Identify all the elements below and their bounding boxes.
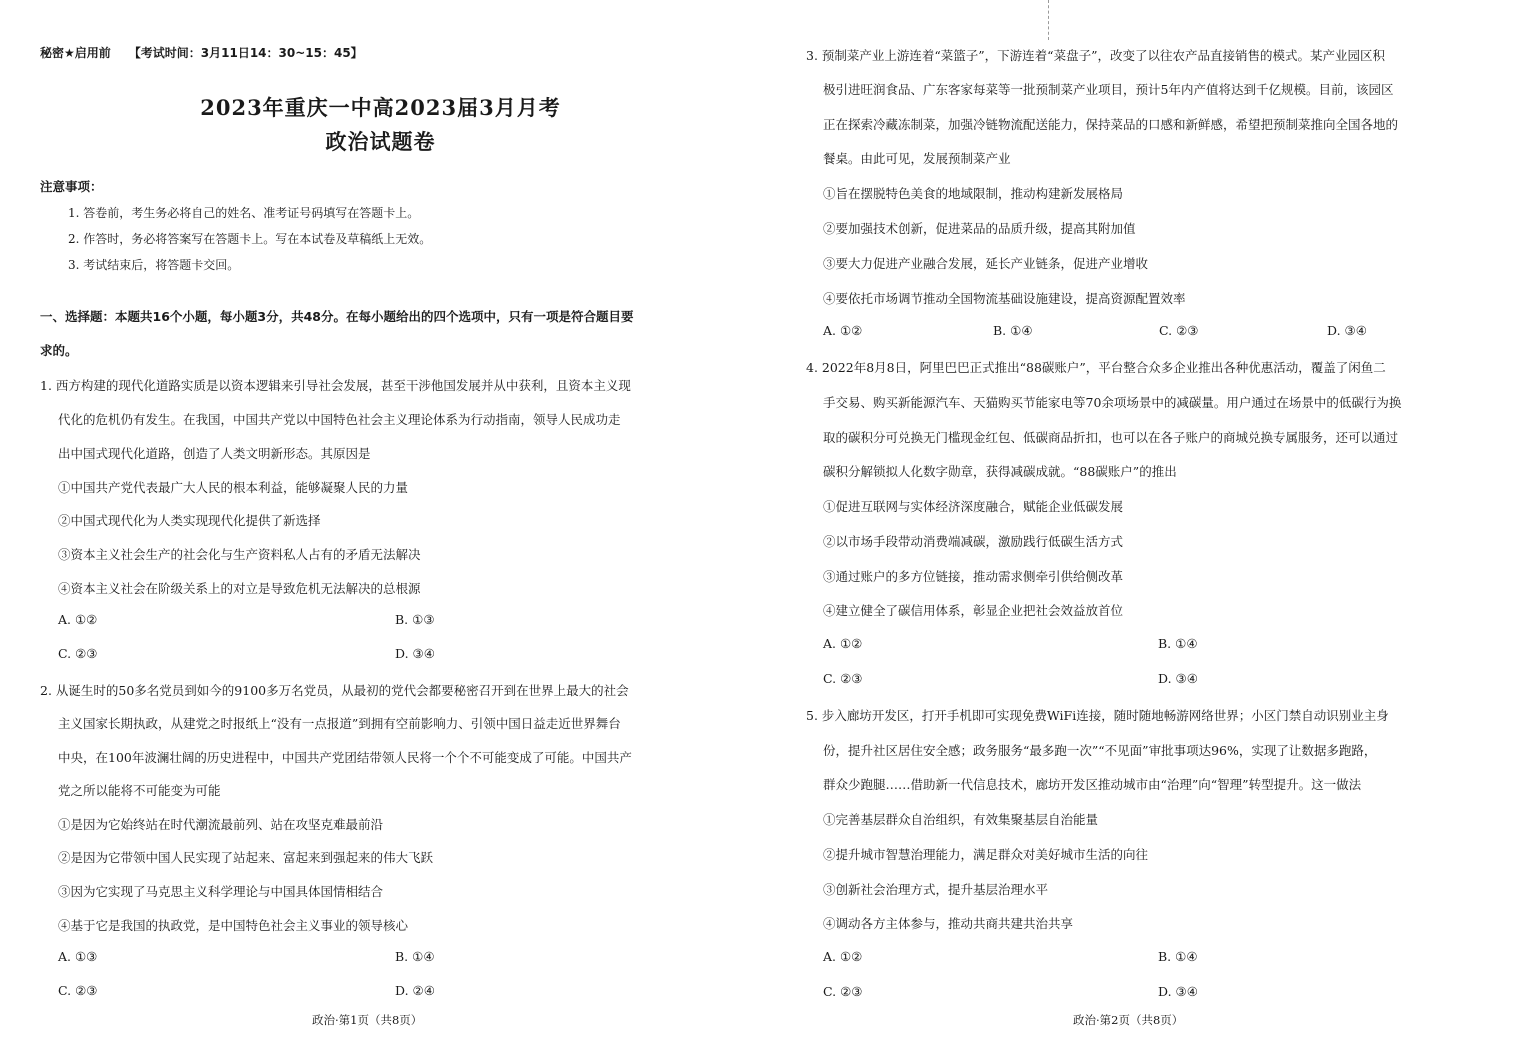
option-b: B. ①④ <box>395 949 435 964</box>
section-heading-cont: 求的。 <box>40 343 78 358</box>
statement: ③因为它实现了马克思主义科学理论与中国具体国情相结合 <box>58 884 384 899</box>
statement: ④资本主义社会在阶级关系上的对立是导致危机无法解决的总根源 <box>58 581 421 596</box>
option-a: A. ①② <box>823 323 863 338</box>
question-text: 份，提升社区居住安全感；政务服务“最多跑一次”“不见面”审批事项达96%，实现了让数据多跑路， <box>823 743 1377 758</box>
question-text: 取的碳积分可兑换无门槛现金红包、低碳商品折扣，也可以在各子账户的商城兑换专属服务，还可以通过 <box>823 430 1399 445</box>
question-text: 中央，在100年波澜壮阔的历史进程中，中国共产党团结带领人民将一个个不可能变成了可能。中国共产 <box>58 750 632 765</box>
option-b: B. ①④ <box>1158 636 1198 651</box>
question-text: 代化的危机仍有发生。在我国，中国共产党以中国特色社会主义理论体系为行动指南，领导人民成功走 <box>58 412 621 427</box>
option-b: B. ①④ <box>993 323 1033 338</box>
note-item: 2. 作答时，务必将答案写在答题卡上。写在本试卷及草稿纸上无效。 <box>68 232 432 246</box>
statement: ④基于它是我国的执政党，是中国特色社会主义事业的领导核心 <box>58 918 409 933</box>
statement: ②提升城市智慧治理能力，满足群众对美好城市生活的向往 <box>823 847 1149 862</box>
statement: ③创新社会治理方式，提升基层治理水平 <box>823 882 1049 897</box>
question-text: 党之所以能将不可能变为可能 <box>58 783 221 798</box>
page-footer: 政治·第1页（共8页） <box>312 1013 423 1027</box>
statement: ②是因为它带领中国人民实现了站起来、富起来到强起来的伟大飞跃 <box>58 850 434 865</box>
option-b: B. ①③ <box>395 612 435 627</box>
notes-heading: 注意事项： <box>40 179 103 194</box>
option-a: A. ①② <box>823 636 863 651</box>
statement: ①是因为它始终站在时代潮流最前列、站在攻坚克难最前沿 <box>58 817 384 832</box>
question-text: 餐桌。由此可见，发展预制菜产业 <box>823 151 1011 166</box>
secret-label: 秘密★启用前 <box>40 46 111 60</box>
page-2 <box>761 0 1522 1056</box>
statement: ①旨在摆脱特色美食的地域限制，推动构建新发展格局 <box>823 186 1124 201</box>
statement: ①中国共产党代表最广大人民的根本利益，能够凝聚人民的力量 <box>58 480 409 495</box>
statement: ①完善基层群众自治组织，有效集聚基层自治能量 <box>823 812 1099 827</box>
question-text: 主义国家长期执政，从建党之时报纸上“没有一点报道”到拥有空前影响力、引领中国日益走近世界舞台 <box>58 716 621 731</box>
option-c: C. ②③ <box>823 671 863 686</box>
section-heading: 一、选择题：本题共16个小题，每小题3分，共48分。在每小题给出的四个选项中，只有一项是符合题目要 <box>40 309 634 324</box>
question-text: 碳积分解锁拟人化数字勋章，获得减碳成就。“88碳账户”的推出 <box>823 464 1177 479</box>
exam-subtitle: 政治试题卷 <box>325 129 436 154</box>
question-text: 5. 步入廊坊开发区，打开手机即可实现免费WiFi连接，随时随地畅游网络世界；小区门禁自动识别业主身 <box>806 708 1389 723</box>
option-c: C. ②③ <box>823 984 863 999</box>
statement: ④调动各方主体参与，推动共商共建共治共享 <box>823 916 1074 931</box>
option-d: D. ③④ <box>1158 671 1198 686</box>
exam-header <box>40 44 363 61</box>
question-text: 群众少跑腿……借助新一代信息技术，廊坊开发区推动城市由“治理”向“智理”转型提升。这一做法 <box>823 777 1362 792</box>
option-d: D. ②④ <box>395 983 435 998</box>
option-b: B. ①④ <box>1158 949 1198 964</box>
statement: ②中国式现代化为人类实现现代化提供了新选择 <box>58 513 321 528</box>
exam-time: 【考试时间：3月11日14：30~15：45】 <box>128 46 363 60</box>
option-d: D. ③④ <box>395 646 435 661</box>
option-c: C. ②③ <box>58 983 98 998</box>
question-text: 出中国式现代化道路，创造了人类文明新形态。其原因是 <box>58 446 371 461</box>
question-text: 手交易、购买新能源汽车、天猫购买节能家电等70余项场景中的减碳量。用户通过在场景中的低碳行为换 <box>823 395 1402 410</box>
question-text: 极引进旺润食品、广东客家每菜等一批预制菜产业项目，预计5年内产值将达到千亿规模。目前，该园区 <box>823 82 1394 97</box>
statement: ③通过账户的多方位链接，推动需求侧牵引供给侧改革 <box>823 569 1124 584</box>
note-item: 3. 考试结束后，将答题卡交回。 <box>68 258 240 272</box>
option-c: C. ②③ <box>58 646 98 661</box>
page-footer: 政治·第2页（共8页） <box>1073 1013 1184 1027</box>
question-text: 1. 西方构建的现代化道路实质是以资本逻辑来引导社会发展，甚至干涉他国发展并从中获利，且资本主义现 <box>40 378 631 393</box>
statement: ③要大力促进产业融合发展，延长产业链条，促进产业增收 <box>823 256 1149 271</box>
statement: ④要依托市场调节推动全国物流基础设施建设，提高资源配置效率 <box>823 291 1186 306</box>
statement: ①促进互联网与实体经济深度融合，赋能企业低碳发展 <box>823 499 1124 514</box>
question-text: 正在探索冷藏冻制菜，加强冷链物流配送能力，保持菜品的口感和新鲜感，希望把预制菜推向全国各地的 <box>823 117 1399 132</box>
statement: ④建立健全了碳信用体系，彰显企业把社会效益放首位 <box>823 603 1124 618</box>
question-text: 2. 从诞生时的50多名党员到如今的9100多万名党员，从最初的党代会都要秘密召开到在世界上最大的社会 <box>40 683 629 698</box>
statement: ②要加强技术创新，促进菜品的品质升级，提高其附加值 <box>823 221 1136 236</box>
option-c: C. ②③ <box>1159 323 1199 338</box>
option-d: D. ③④ <box>1327 323 1367 338</box>
exam-title: 2023年重庆一中高2023届3月月考 <box>200 95 561 120</box>
note-item: 1. 答卷前，考生务必将自己的姓名、准考证号码填写在答题卡上。 <box>68 206 420 220</box>
option-d: D. ③④ <box>1158 984 1198 999</box>
option-a: A. ①③ <box>58 949 98 964</box>
option-a: A. ①② <box>58 612 98 627</box>
option-a: A. ①② <box>823 949 863 964</box>
statement: ③资本主义社会生产的社会化与生产资料私人占有的矛盾无法解决 <box>58 547 421 562</box>
statement: ②以市场手段带动消费端减碳，激励践行低碳生活方式 <box>823 534 1124 549</box>
question-text: 3. 预制菜产业上游连着“菜篮子”，下游连着“菜盘子”，改变了以往农产品直接销售的模式。某产业园区积 <box>806 48 1385 63</box>
question-text: 4. 2022年8月8日，阿里巴巴正式推出“88碳账户”，平台整合众多企业推出各种优惠活动，覆盖了闲鱼二 <box>806 360 1386 375</box>
